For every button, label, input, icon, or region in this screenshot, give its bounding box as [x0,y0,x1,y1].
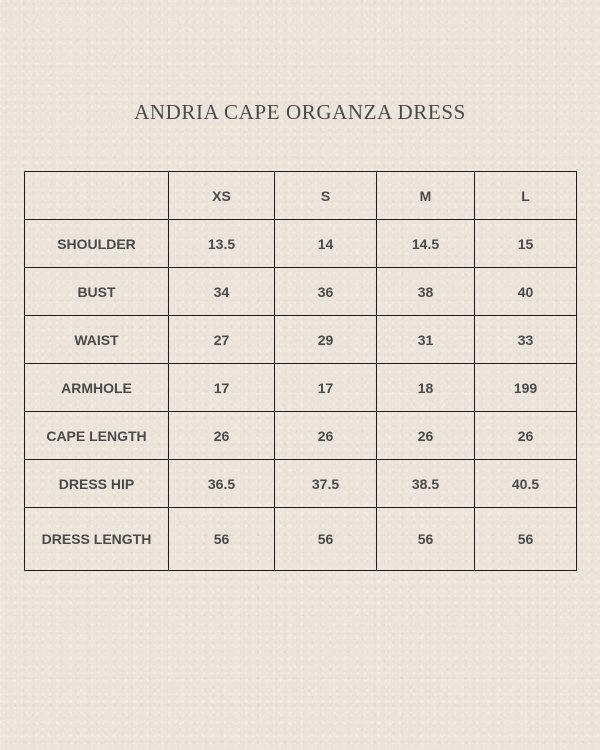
table-row [25,364,577,412]
header-cell [25,172,169,220]
table-cell: 40.5 [475,460,577,508]
table-cell: 56 [475,508,577,571]
row-label: BUST [25,268,169,316]
table-cell: 27 [169,316,275,364]
table-cell: 34 [169,268,275,316]
table-cell: 17 [169,364,275,412]
table-cell: 56 [169,508,275,571]
table-header-row [25,172,577,220]
size-chart-table [24,171,577,571]
row-label: SHOULDER [25,220,169,268]
header-cell: XS [169,172,275,220]
table-row [25,268,577,316]
table-cell: 38 [377,268,475,316]
table-row [25,316,577,364]
row-label: DRESS LENGTH [25,508,169,571]
table-cell: 56 [275,508,377,571]
table-cell: 13.5 [169,220,275,268]
table-row [25,220,577,268]
page-title: ANDRIA CAPE ORGANZA DRESS [134,100,466,124]
table-cell: 38.5 [377,460,475,508]
table-cell: 14.5 [377,220,475,268]
table-cell: 29 [275,316,377,364]
row-label: ARMHOLE [25,364,169,412]
table-cell: 18 [377,364,475,412]
table-cell: 36.5 [169,460,275,508]
row-label: DRESS HIP [25,460,169,508]
header-cell: M [377,172,475,220]
table-cell: 26 [377,412,475,460]
header-cell: S [275,172,377,220]
header-cell: L [475,172,577,220]
table-cell: 199 [475,364,577,412]
table-cell: 40 [475,268,577,316]
table-cell: 36 [275,268,377,316]
table-cell: 26 [275,412,377,460]
table-cell: 26 [475,412,577,460]
table-row [25,508,577,571]
table-row [25,412,577,460]
table-cell: 56 [377,508,475,571]
row-label: WAIST [25,316,169,364]
table-cell: 14 [275,220,377,268]
table-cell: 15 [475,220,577,268]
table-cell: 17 [275,364,377,412]
row-label: CAPE LENGTH [25,412,169,460]
table-cell: 37.5 [275,460,377,508]
table-row [25,460,577,508]
table-cell: 31 [377,316,475,364]
table-cell: 26 [169,412,275,460]
table-cell: 33 [475,316,577,364]
